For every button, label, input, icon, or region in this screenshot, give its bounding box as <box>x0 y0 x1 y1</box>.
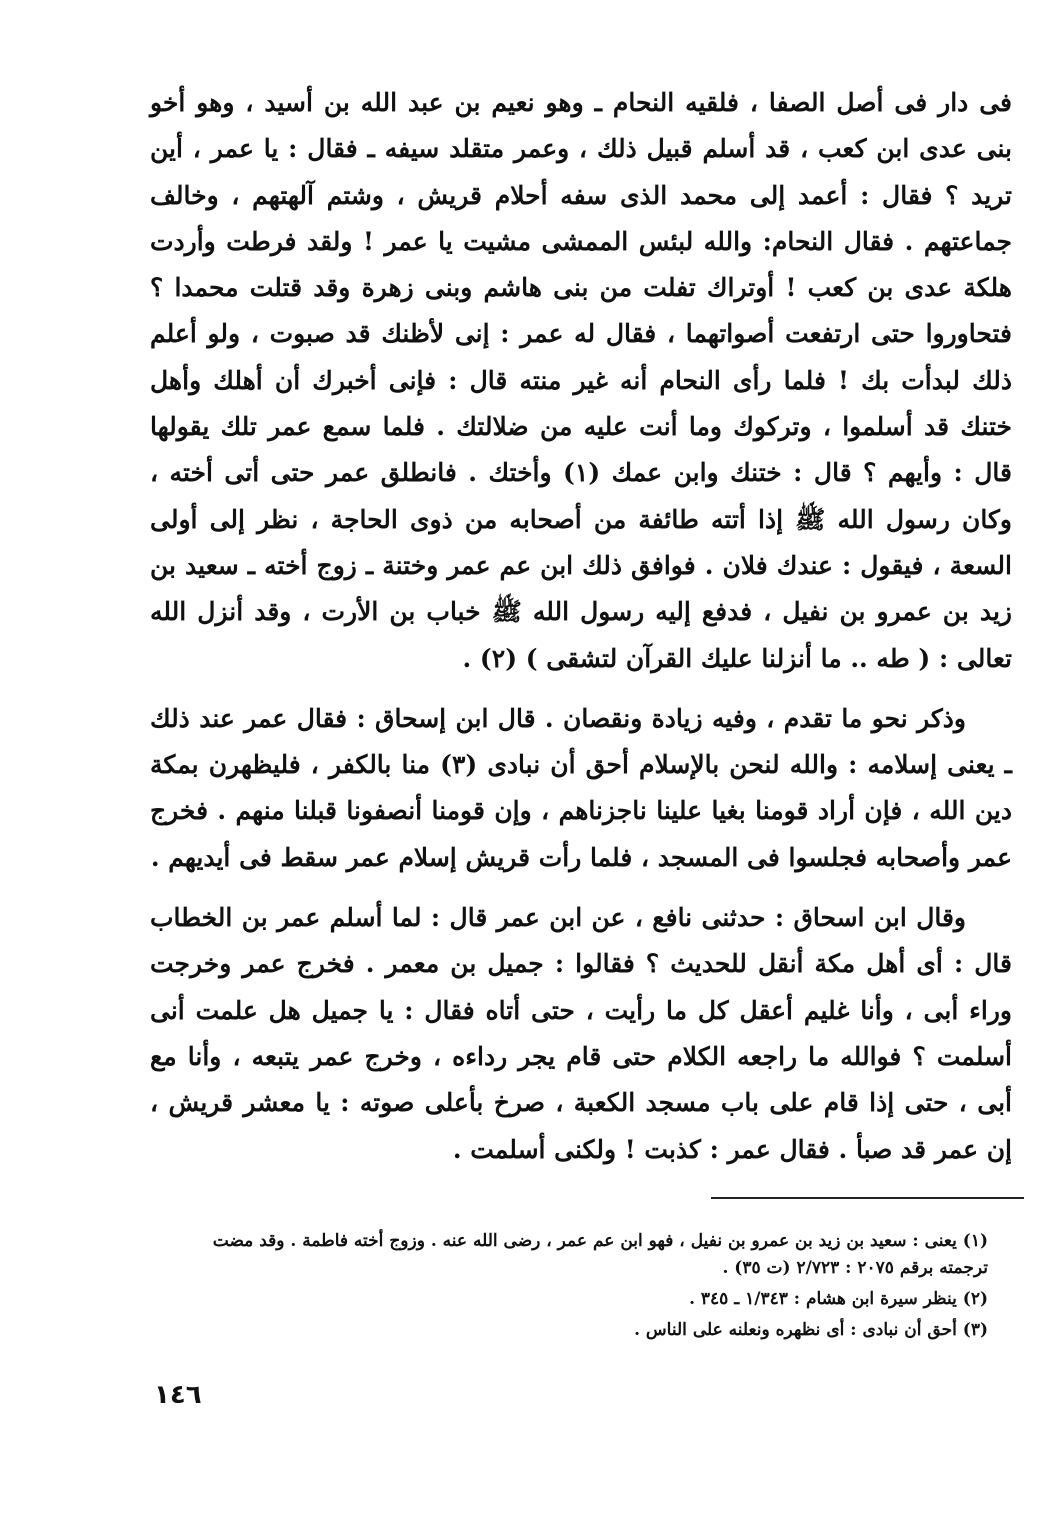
body-text <box>150 80 1012 1173</box>
footnote-1: (١) يعنى : سعيد بن زيد بن عمرو بن نفيل ، فهو ابن عم عمر ، رضى الله عنه . وزوج أخته فاطمة . وقد مضت ترجمته برقم ٢٠٧٥ : ٢/٧٢٣ (ت ٣٥) . <box>212 1231 988 1278</box>
paragraph-3: وقال ابن اسحاق : حدثنى نافع ، عن ابن عمر قال : لما أسلم عمر بن الخطاب قال : أى أهل مكة أنقل للحديث ؟ فقالوا : جميل بن معمر . فخرج عمر وخرجت وراء أبى ، وأنا غليم أعقل كل ما رأيت ، حتى أتاه فقال : يا جميل هل علمت أنى أسلمت ؟ فوالله ما راجعه الكلام حتى قام يجر رداءه ، وخرج عمر يتبعه ، وأنا مع أبى ، حتى إذا قام على باب مسجد الكعبة ، صرخ بأعلى صوته : يا معشر قريش ، إن عمر قد صبأ . فقال عمر : كذبت ! ولكنى أسلمت . <box>150 903 1012 1164</box>
footnote-divider <box>711 1197 1024 1199</box>
page-number: ١٤٦ <box>154 1380 202 1410</box>
paragraph-1: فى دار فى أصل الصفا ، فلقيه النحام ـ وهو نعيم بن عبد الله بن أسيد ، وهو أخو بنى عدى ابن كعب ، قد أسلم قبيل ذلك ، وعمر متقلد سيفه ـ فقال : يا عمر ، أين تريد ؟ فقال : أعمد إلى محمد الذى سفه أحلام قريش ، وشتم آلهتهم ، وخالف جماعتهم . فقال النحام: والله لبئس الممشى مشيت يا عمر ! ولقد فرطت وأردت هلكة عدى بن كعب ! أوتراك تفلت من بنى هاشم وبنى زهرة وقد قتلت محمدا ؟ فتحاوروا حتى ارتفعت أصواتهما ، فقال له عمر : إنى لأظنك قد صبوت ، ولو أعلم ذلك لبدأت بك ! فلما رأى النحام أنه غير منته قال : فإنى أخبرك أن أهلك وأهل ختنك قد أسلموا ، وتركوك وما أنت عليه من ضلالتك . فلما سمع عمر تلك يقولها قال : وأيهم ؟ قال : ختنك وابن عمك (١) وأختك . فانطلق عمر حتى أتى أخته ، وكان رسول الله ﷺ إذا أتته طائفة من أصحابه من ذوى الحاجة ، نظر إلى أولى السعة ، فيقول : عندك فلان . فوافق ذلك ابن عم عمر وختنة ـ زوج أخته ـ سعيد بن زيد بن عمرو بن نفيل ، فدفع إليه رسول الله ﷺ خباب بن الأرت ، وقد أنزل الله تعالى : ( طه .. ما أنزلنا عليك القرآن لتشقى ) (٢) . <box>150 88 1012 673</box>
paragraph-2: وذكر نحو ما تقدم ، وفيه زيادة ونقصان . قال ابن إسحاق : فقال عمر عند ذلك ـ يعنى إسلامه : والله لنحن بالإسلام أحق أن نبادى (٣) منا بالكفر ، فليظهرن بمكة دين الله ، فإن أراد قومنا بغيا علينا ناجزناهم ، وإن قومنا أنصفونا قبلنا منهم . فخرج عمر وأصحابه فجلسوا فى المسجد ، فلما رأت قريش إسلام عمر سقط فى أيديهم . <box>150 703 1012 872</box>
footnote-2: (٢) ينظر سيرة ابن هشام : ١/٣٤٣ ـ ٣٤٥ . <box>689 1289 988 1309</box>
footnote-3: (٣) أحق أن نبادى : أى نظهره ونعلنه على الناس . <box>634 1320 988 1340</box>
footnotes <box>160 1228 988 1348</box>
